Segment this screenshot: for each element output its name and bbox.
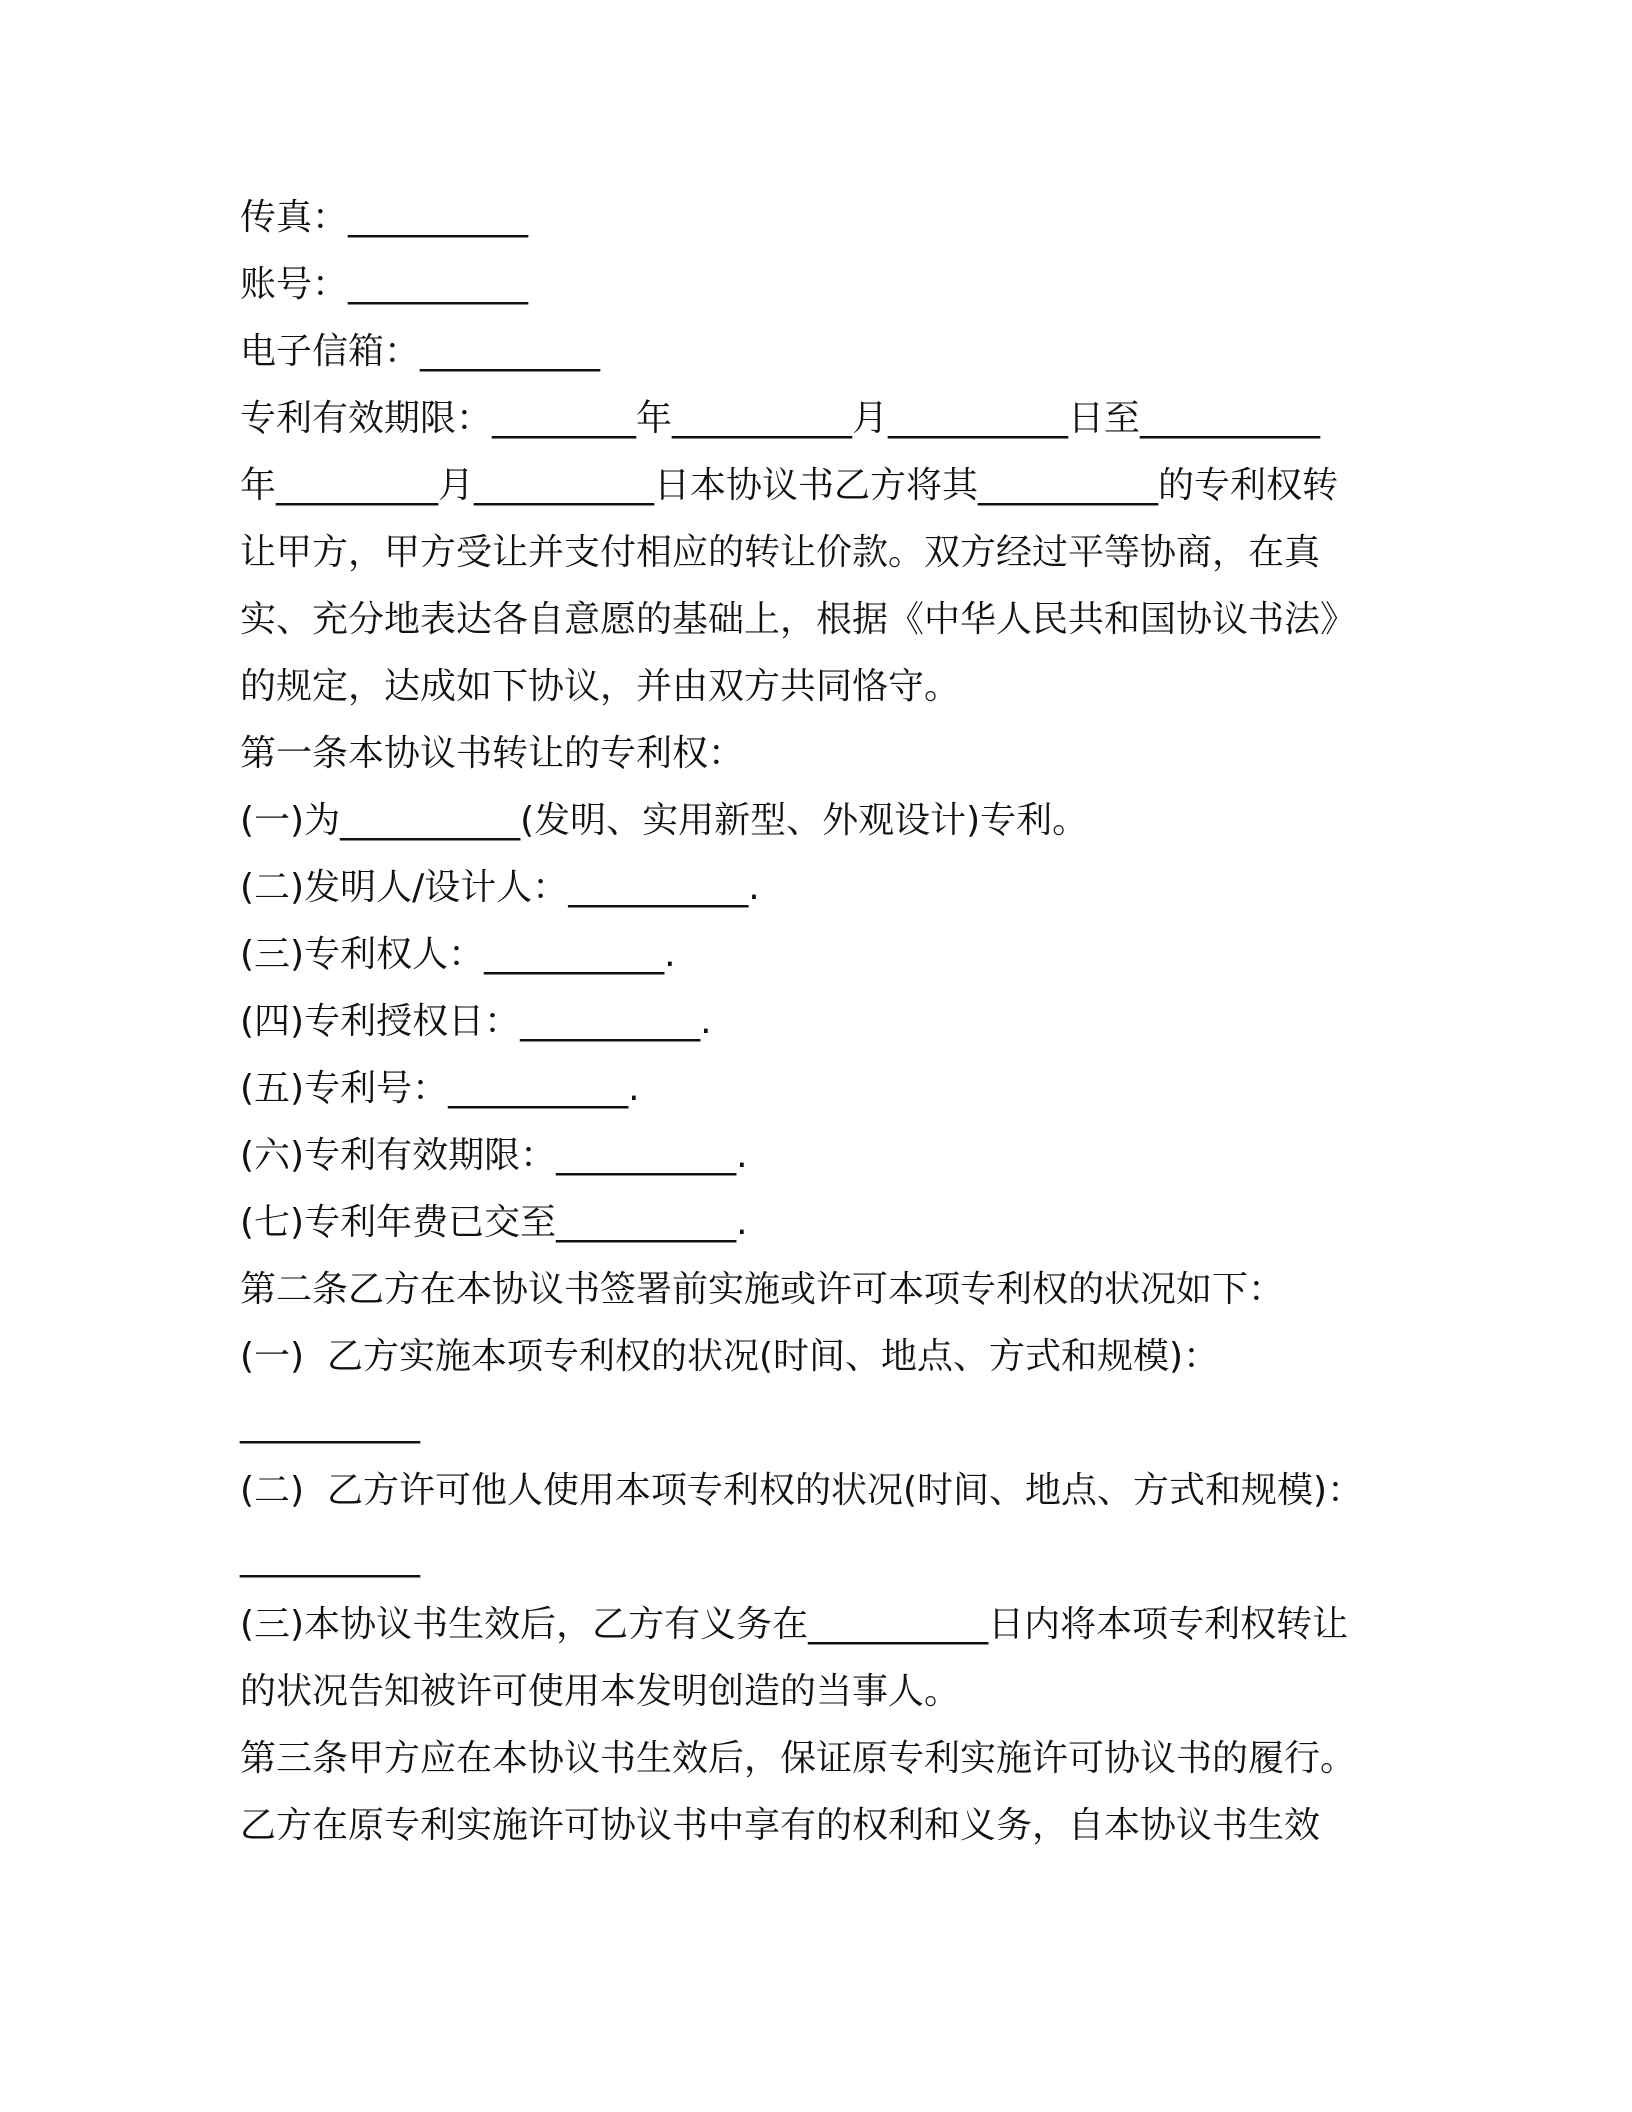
paragraph-line: 的规定，达成如下协议，并由双方共同恪守。 — [240, 666, 961, 707]
paragraph-line: 实、充分地表达各自意愿的基础上，根据《中华人民共和国协议书法》 — [240, 599, 1357, 640]
article-heading: 第二条乙方在本协议书签署前实施或许可本项专利权的状况如下： — [240, 1269, 1285, 1310]
list-item: (二)发明人/设计人：__________. — [240, 867, 760, 908]
paragraph-line: 的状况告知被许可使用本发明创造的当事人。 — [240, 1671, 961, 1712]
article-heading: 第一条本协议书转让的专利权： — [240, 733, 745, 774]
list-item: (四)专利授权日：__________. — [240, 1001, 712, 1042]
list-item: (五)专利号：__________. — [240, 1068, 640, 1109]
list-item: (一)为__________(发明、实用新型、外观设计)专利。 — [240, 800, 1089, 841]
list-item: (三)本协议书生效后，乙方有义务在__________日内将本项专利权转让 — [240, 1604, 1349, 1645]
article-heading: 第三条甲方应在本协议书生效后，保证原专利实施许可协议书的履行。 — [240, 1738, 1357, 1779]
paragraph-line: 让甲方，甲方受让并支付相应的转让价款。双方经过平等协商，在真 — [240, 532, 1321, 573]
paragraph-line: 年_________月__________日本协议书乙方将其__________的专利权转 — [240, 465, 1339, 506]
account-field: 账号：__________ — [240, 264, 529, 305]
blank-line: __________ — [240, 1537, 420, 1578]
paragraph-line: 乙方在原专利实施许可协议书中享有的权利和义务，自本协议书生效 — [240, 1805, 1321, 1846]
list-item: (三)专利权人：__________. — [240, 934, 676, 975]
list-item: (二) 乙方许可他人使用本项专利权的状况(时间、地点、方式和规模)： — [240, 1470, 1364, 1511]
list-item: (一) 乙方实施本项专利权的状况(时间、地点、方式和规模)： — [240, 1336, 1220, 1377]
email-field: 电子信箱：__________ — [240, 331, 601, 372]
document-body — [240, 184, 1400, 1859]
paragraph-line: 专利有效期限：________年__________月__________日至__________ — [240, 398, 1321, 439]
blank-line: __________ — [240, 1403, 420, 1444]
list-item: (七)专利年费已交至__________. — [240, 1202, 748, 1243]
list-item: (六)专利有效期限：__________. — [240, 1135, 748, 1176]
fax-field: 传真：__________ — [240, 197, 529, 238]
